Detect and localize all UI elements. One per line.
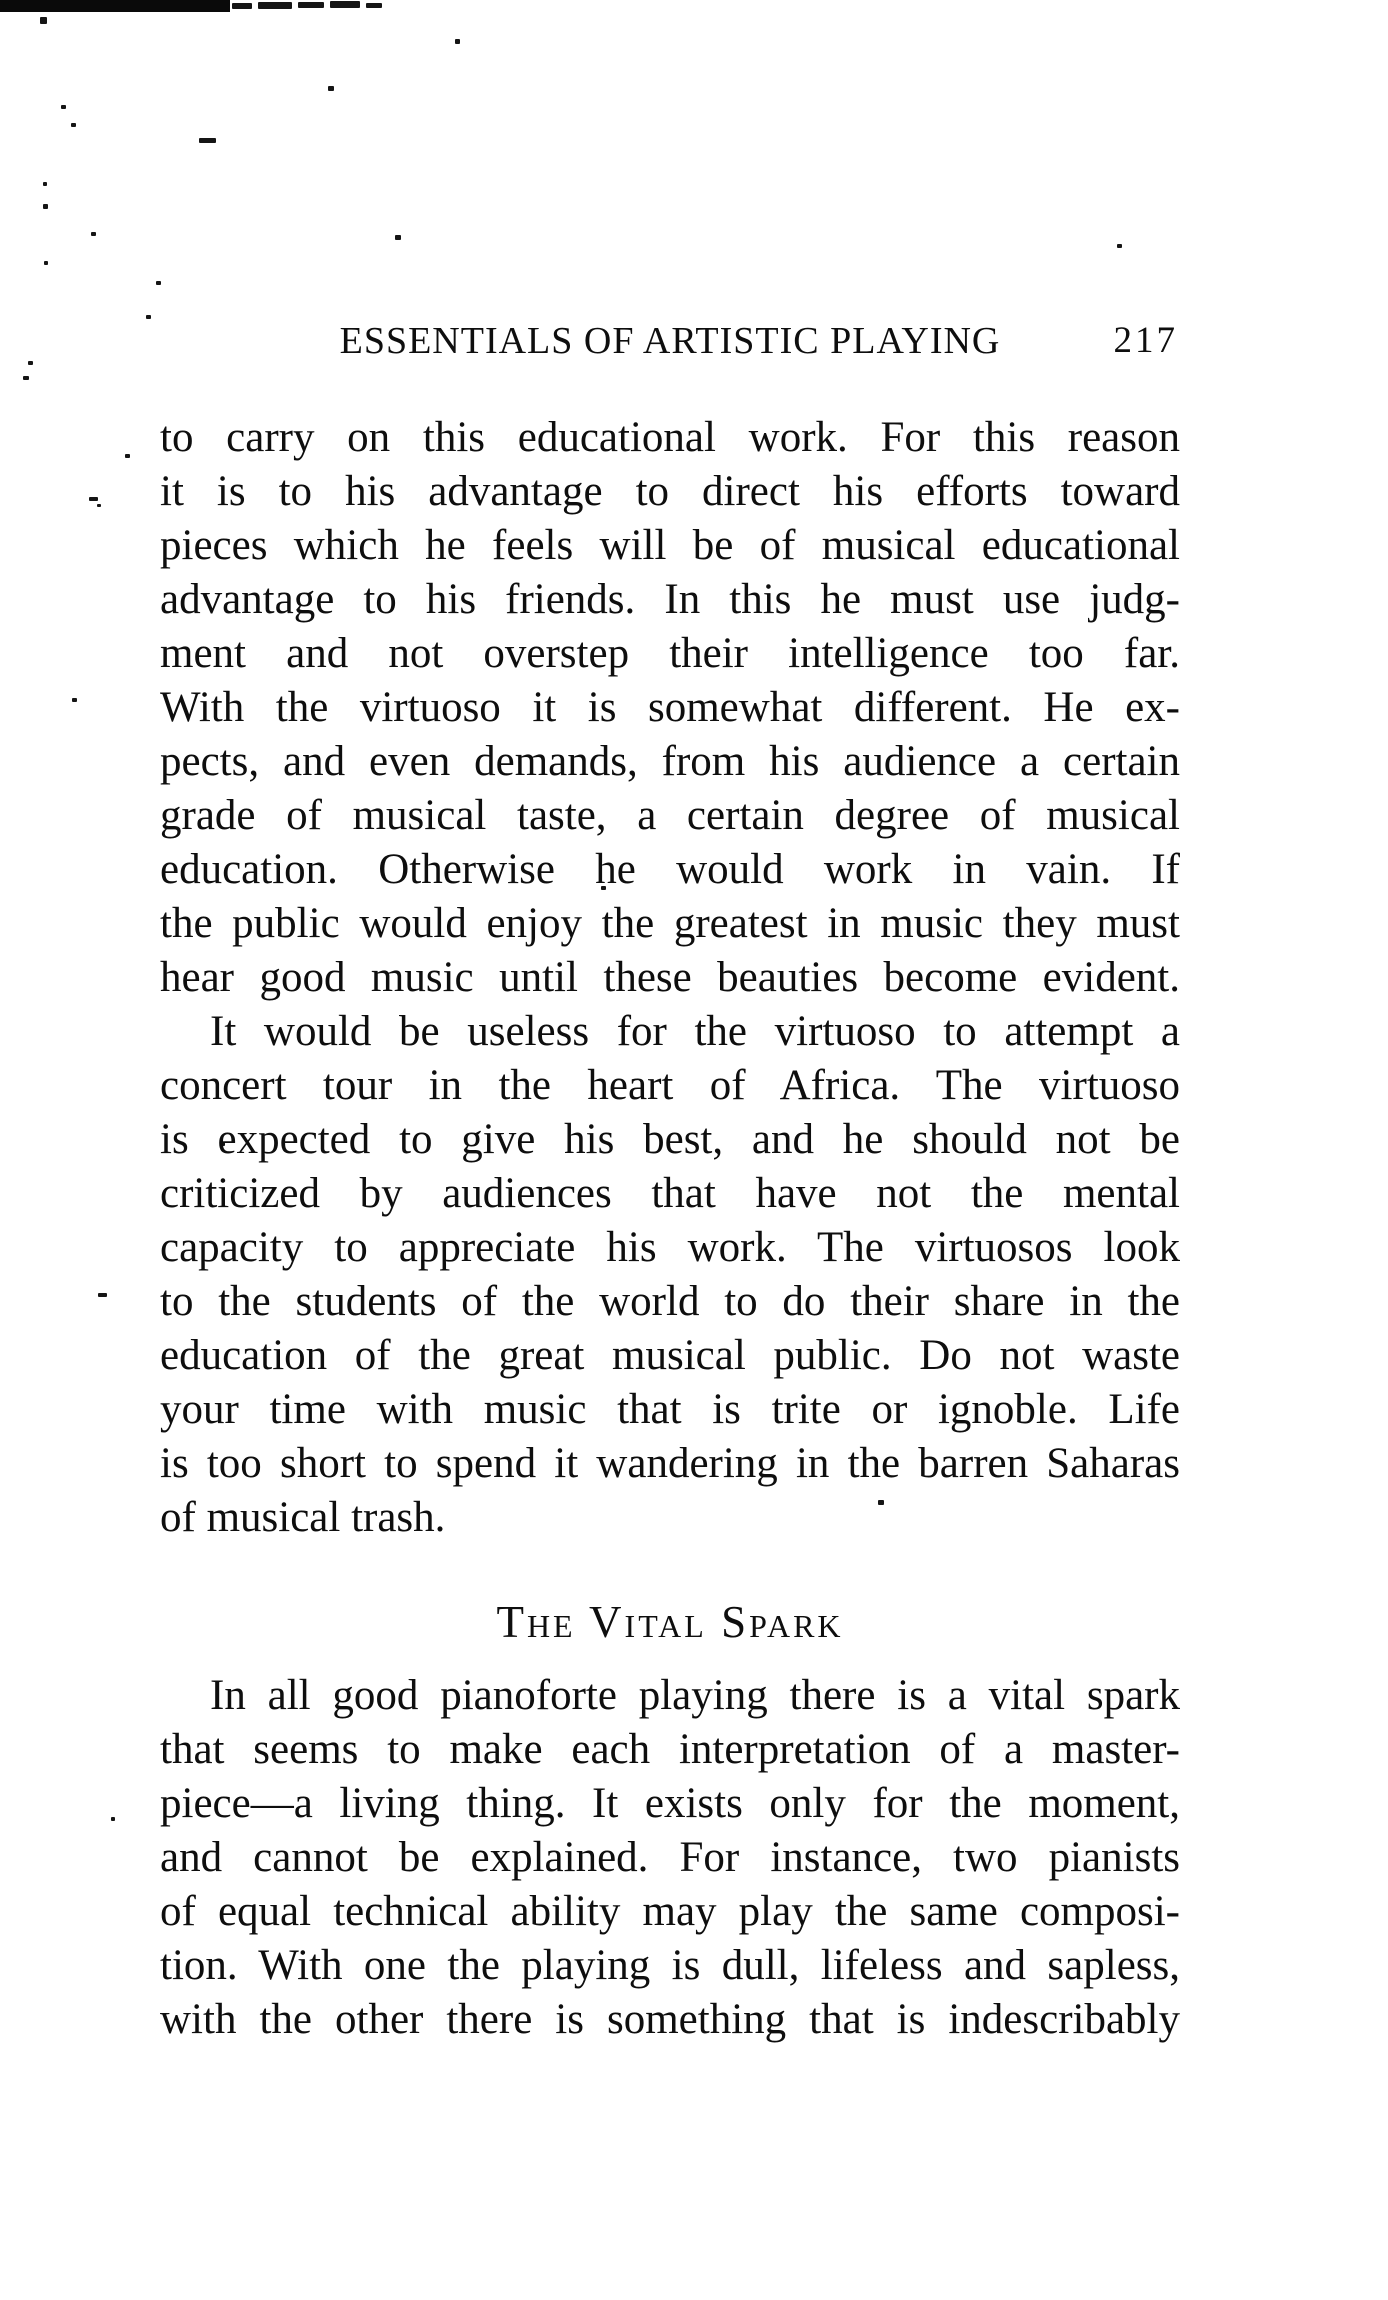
text-line: and cannot be explained. For instance, two pianists [160,1834,1180,1881]
scan-speck [298,2,324,8]
text-line: of equal technical ability may play the same composi- [160,1888,1180,1935]
scan-speck [61,105,66,109]
text-line: tion. With one the playing is dull, lifeless and sapless, [160,1942,1180,1989]
scan-speck [395,235,401,240]
scan-speck [91,232,96,236]
text-line: is too short to spend it wandering in the barren Saharas [160,1440,1180,1487]
scan-speck [156,281,161,285]
running-header [160,320,1180,362]
scan-speck [232,3,252,9]
scan-speck [366,3,382,8]
text-line: criticized by audiences that have not the mental [160,1170,1180,1217]
scan-speck [1117,244,1122,248]
scan-speck [89,497,98,501]
scan-speck [72,698,77,702]
text-line: your time with music that is trite or ignoble. Life [160,1386,1180,1433]
text-line: piece—a living thing. It exists only for the moment, [160,1780,1180,1827]
text-line: ment and not overstep their intelligence too far. [160,630,1180,677]
scan-speck [125,454,130,458]
paragraph [160,1669,1180,2047]
text-line: hear good music until these beauties become evident. [160,954,1180,1001]
text-line: pects, and even demands, from his audience a certain [160,738,1180,785]
scan-speck [330,1,360,8]
scan-artifact-top-bar [0,0,230,12]
page-text [160,411,1180,2047]
text-line: education of the great musical public. Do not waste [160,1332,1180,1379]
text-line: the public would enjoy the greatest in music they must [160,900,1180,947]
text-line: of musical trash. [160,1494,446,1541]
scan-speck [40,17,47,24]
section-heading: The Vital Spark [496,1597,844,1647]
text-line: concert tour in the heart of Africa. The virtuoso [160,1062,1180,1109]
scan-speck [23,376,29,380]
page-number: 217 [1113,320,1178,361]
scan-speck [258,2,292,9]
text-line: It would be useless for the virtuoso to attempt a [210,1008,1180,1055]
scan-speck [455,39,460,44]
scan-speck [28,361,33,365]
scan-speck [71,123,76,127]
text-line: grade of musical taste, a certain degree of musical [160,792,1180,839]
scan-speck [199,138,216,143]
scan-speck [98,1293,107,1297]
text-line: In all good pianoforte playing there is a vital spark [210,1672,1180,1719]
paragraph-continued [160,411,1180,1005]
text-line: is expected to give his best, and he should not be [160,1116,1180,1163]
text-line: to carry on this educational work. For this reason [160,414,1180,461]
paragraph [160,1005,1180,1545]
text-line: to the students of the world to do their share in the [160,1278,1180,1325]
text-line: that seems to make each interpretation of a master- [160,1726,1180,1773]
text-line: with the other there is something that is indescribably [160,1996,1180,2043]
text-line: advantage to his friends. In this he must use judg- [160,576,1180,623]
scan-speck [111,1817,115,1821]
text-line: capacity to appreciate his work. The virtuosos look [160,1224,1180,1271]
text-line: it is to his advantage to direct his efforts toward [160,468,1180,515]
header-title: ESSENTIALS OF ARTISTIC PLAYING [339,320,1001,362]
scan-speck [146,315,151,319]
scan-speck [43,204,48,209]
text-line: pieces which he feels will be of musical educational [160,522,1180,569]
scan-speck [97,504,101,507]
text-line: education. Otherwise he would work in vain. If [160,846,1180,893]
scan-speck [44,261,48,265]
scan-speck [43,182,47,186]
scan-speck [328,86,334,91]
text-line: With the virtuoso it is somewhat different. He ex- [160,684,1180,731]
